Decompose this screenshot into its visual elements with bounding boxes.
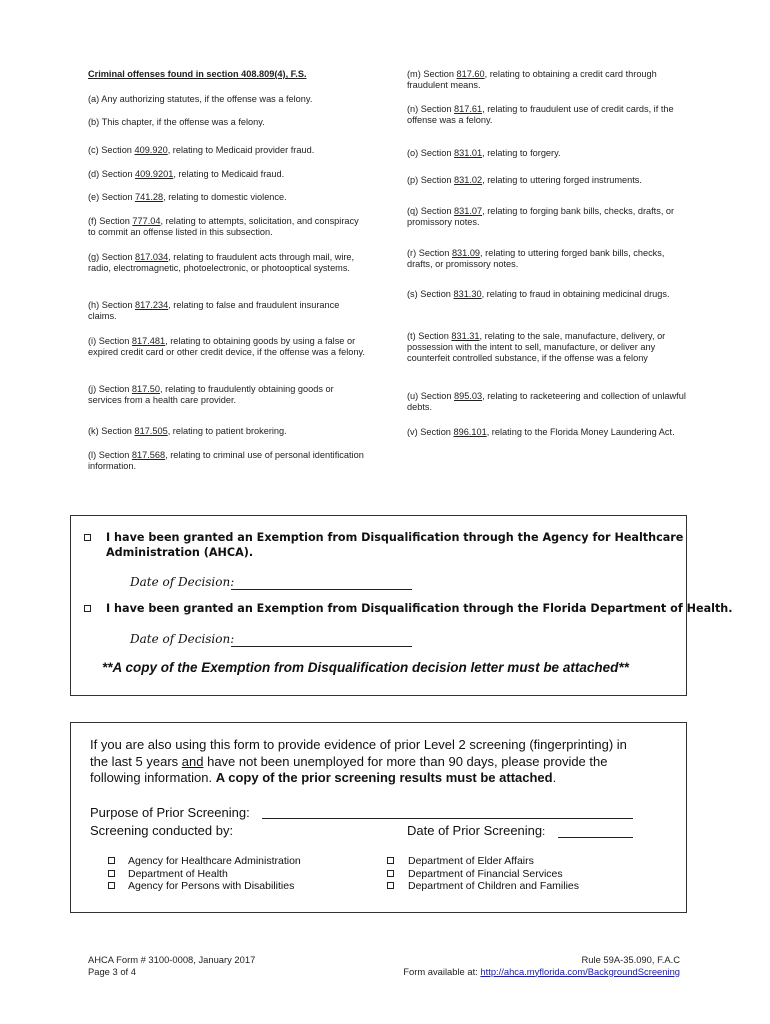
offense-item bbox=[88, 300, 368, 322]
offense-item bbox=[88, 169, 368, 180]
offense-item bbox=[407, 289, 689, 300]
conducted-by-label: Screening conducted by: bbox=[90, 823, 234, 838]
ahca-exemption-text: I have been granted an Exemption from Disqualification through the Agency for Healthcare Administration (AHCA). bbox=[106, 531, 684, 559]
agency-option-label: Department of Elder Affairs bbox=[408, 855, 534, 867]
offense-description: , relating to the sale, manufacture, delivery, or possession with the intent to sell, manufacture, or deliver any counterfeit controlled substance, if the offense was a felony bbox=[407, 331, 666, 364]
offense-description: , relating to uttering forged bank bills, checks, drafts, or promissory notes. bbox=[407, 248, 665, 270]
offense-description: , relating to fraud in obtaining medicinal drugs. bbox=[481, 289, 670, 299]
statute-link[interactable]: 817.481 bbox=[131, 336, 166, 347]
doh-exemption-text: I have been granted an Exemption from Disqualification through the Florida Department of Health. bbox=[106, 602, 733, 615]
offenses-left-column bbox=[88, 69, 368, 472]
offense-description: , relating to fraudulent use of credit cards, if the offense was a felony. bbox=[407, 104, 674, 126]
offense-item bbox=[407, 104, 689, 126]
offense-item bbox=[88, 384, 368, 406]
doh-date-label: Date of Decision: bbox=[130, 632, 235, 646]
offense-prefix: (j) Section bbox=[88, 384, 132, 395]
agency-checkbox[interactable] bbox=[387, 857, 394, 864]
offense-item bbox=[407, 175, 689, 186]
offense-description: , relating to fraudulent acts through mail, wire, radio, electromagnetic, photoelectronic, or photooptical systems. bbox=[88, 252, 355, 274]
offense-description: , relating to Medicaid fraud. bbox=[173, 169, 285, 180]
statute-link[interactable]: 817.60 bbox=[456, 69, 485, 79]
statute-link[interactable]: 895.03 bbox=[453, 391, 483, 401]
offense-item bbox=[88, 192, 368, 203]
agency-option-label: Agency for Healthcare Administration bbox=[128, 855, 301, 867]
footer-left: AHCA Form # 3100-0008, January 2017 Page 3 of 4 bbox=[88, 954, 256, 977]
offense-prefix: (r) Section bbox=[407, 248, 452, 258]
statute-link[interactable]: 831.31 bbox=[451, 331, 480, 341]
offense-description: , relating to criminal use of personal identification information. bbox=[88, 450, 364, 472]
statute-link[interactable]: 817.505 bbox=[134, 426, 168, 437]
prior-date-field[interactable] bbox=[558, 837, 633, 838]
statute-link[interactable]: 817.61 bbox=[453, 104, 483, 114]
statute-link[interactable]: 817.234 bbox=[134, 300, 169, 311]
offense-description: , relating to false and fraudulent insurance claims. bbox=[88, 300, 340, 322]
offense-description: , relating to obtaining a credit card through fraudulent means. bbox=[407, 69, 657, 91]
offense-prefix: (t) Section bbox=[407, 331, 452, 341]
offense-description: , relating to attempts, solicitation, and conspiracy to commit an offense listed in this subsection. bbox=[88, 216, 359, 238]
footer-right: Rule 59A-35.090, F.A.C Form available at: http://ahca.myflorida.com/BackgroundScreening bbox=[403, 954, 680, 977]
agency-checkbox[interactable] bbox=[108, 882, 115, 889]
attachment-notice: **A copy of the Exemption from Disqualification decision letter must be attached** bbox=[102, 660, 629, 675]
offense-item bbox=[407, 206, 689, 228]
offense-prefix: (p) Section bbox=[407, 175, 454, 185]
offense-item: (b) This chapter, if the offense was a felony. bbox=[88, 117, 265, 128]
doh-exemption-checkbox[interactable] bbox=[84, 605, 91, 612]
ahca-exemption-checkbox[interactable] bbox=[84, 534, 91, 541]
purpose-field[interactable] bbox=[262, 818, 633, 819]
statute-link[interactable]: 831.07 bbox=[453, 206, 483, 216]
offense-item bbox=[407, 148, 689, 159]
offense-item bbox=[88, 450, 368, 472]
offense-prefix: (k) Section bbox=[88, 426, 135, 437]
offense-prefix: (l) Section bbox=[88, 450, 132, 461]
offense-prefix: (v) Section bbox=[407, 427, 454, 437]
prior-screening-instructions: If you are also using this form to provide evidence of prior Level 2 screening (fingerprinting) in the last 5 years and have not been unemployed for more than 90 days, please provide the following information. A copy of the prior screening results must be attached. bbox=[90, 737, 627, 785]
agency-checkbox[interactable] bbox=[108, 857, 115, 864]
offense-item bbox=[88, 216, 368, 238]
offense-prefix: (h) Section bbox=[88, 300, 135, 311]
statute-link[interactable]: 896.101 bbox=[453, 427, 487, 437]
statute-link[interactable]: 741.28 bbox=[134, 192, 164, 203]
background-screening-link[interactable]: http://ahca.myflorida.com/BackgroundScreening bbox=[480, 965, 680, 977]
offense-description: , relating to domestic violence. bbox=[163, 192, 287, 203]
offense-description: , relating to forging bank bills, checks, drafts, or promissory notes. bbox=[407, 206, 675, 228]
statute-link[interactable]: 817.034 bbox=[134, 252, 169, 263]
agency-option-label: Department of Children and Families bbox=[408, 880, 579, 892]
doh-date-field[interactable] bbox=[231, 646, 412, 647]
offense-item bbox=[407, 391, 689, 413]
offense-prefix: (i) Section bbox=[88, 336, 132, 347]
statute-link[interactable]: 831.09 bbox=[451, 248, 481, 258]
agency-option-label: Department of Financial Services bbox=[408, 867, 563, 880]
offense-prefix: (f) Section bbox=[88, 216, 133, 227]
offense-description: , relating to fraudulently obtaining goods or services from a health care provider. bbox=[88, 384, 334, 406]
offense-description: , relating to Medicaid provider fraud. bbox=[167, 145, 315, 156]
offense-description: , relating to the Florida Money Laundering Act. bbox=[486, 427, 675, 437]
offense-description: , relating to uttering forged instruments. bbox=[482, 175, 642, 185]
offense-description: , relating to forgery. bbox=[482, 148, 561, 158]
offense-prefix: (o) Section bbox=[407, 148, 454, 158]
offense-description: , relating to racketeering and collection of unlawful debts. bbox=[407, 391, 686, 413]
prior-date-label: Date of Prior Screening: bbox=[407, 823, 546, 838]
offense-item bbox=[407, 248, 689, 270]
offense-item bbox=[407, 331, 689, 365]
offenses-heading: Criminal offenses found in section 408.809(4), F.S. bbox=[88, 69, 307, 79]
agency-option-label: Agency for Persons with Disabilities bbox=[128, 880, 295, 892]
offense-item bbox=[88, 336, 368, 358]
offense-description: , relating to patient brokering. bbox=[167, 426, 287, 437]
offense-prefix: (n) Section bbox=[407, 104, 454, 114]
offense-prefix: (s) Section bbox=[407, 289, 454, 299]
agency-checkbox[interactable] bbox=[108, 870, 115, 877]
ahca-date-label: Date of Decision: bbox=[130, 575, 235, 589]
agency-checkbox[interactable] bbox=[387, 870, 394, 877]
offense-prefix: (m) Section bbox=[407, 69, 457, 79]
offense-item: (a) Any authorizing statutes, if the offense was a felony. bbox=[88, 94, 313, 105]
offense-item bbox=[88, 426, 368, 437]
offense-prefix: (g) Section bbox=[88, 252, 135, 263]
offense-prefix: (e) Section bbox=[88, 192, 135, 203]
statute-link[interactable]: 409.9201 bbox=[134, 169, 174, 180]
offense-item bbox=[88, 252, 368, 274]
offense-prefix: (c) Section bbox=[88, 145, 135, 156]
purpose-label: Purpose of Prior Screening: bbox=[90, 805, 250, 820]
offense-item bbox=[88, 145, 368, 156]
statute-link[interactable]: 831.02 bbox=[453, 175, 483, 185]
statute-link[interactable]: 777.04 bbox=[132, 216, 161, 227]
statute-link[interactable]: 409.920 bbox=[134, 145, 168, 156]
agency-checkbox[interactable] bbox=[387, 882, 394, 889]
ahca-date-field[interactable] bbox=[231, 589, 412, 590]
statute-link[interactable]: 817.568 bbox=[131, 450, 166, 461]
statute-link[interactable]: 831.01 bbox=[453, 148, 483, 158]
statute-link[interactable]: 831.30 bbox=[453, 289, 482, 299]
offense-prefix: (d) Section bbox=[88, 169, 135, 180]
offense-description: , relating to obtaining goods by using a false or expired credit card or other credit device, if the offense was a felony. bbox=[88, 336, 365, 358]
statute-link[interactable]: 817.50 bbox=[131, 384, 161, 395]
agency-option-label: Department of Health bbox=[128, 867, 228, 880]
offense-item bbox=[407, 69, 689, 91]
offense-prefix: (q) Section bbox=[407, 206, 454, 216]
offense-item bbox=[407, 427, 689, 438]
offense-prefix: (u) Section bbox=[407, 391, 454, 401]
